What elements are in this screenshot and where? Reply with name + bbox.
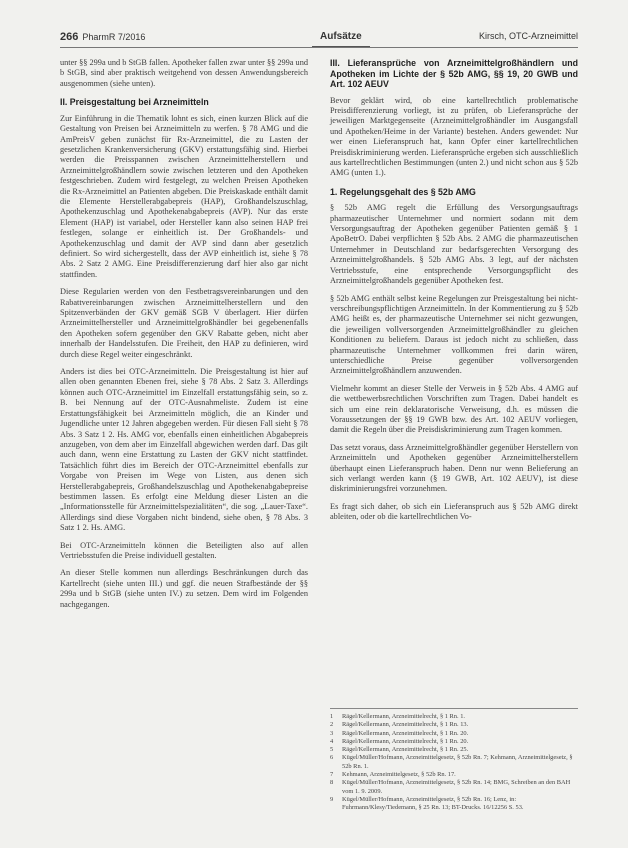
section-heading-iii: III. Lieferansprüche von Arzneimittelgroßhändlern und Apotheken im Lichte der § 52b AMG, §§ 19, 20 GWB und Art. 102 AEUV	[330, 58, 578, 89]
footnote	[330, 738, 578, 746]
footnote	[330, 796, 578, 813]
footnote	[330, 721, 578, 729]
footnote	[330, 779, 578, 796]
footnote	[330, 746, 578, 754]
footnote-number: 9	[330, 795, 334, 803]
footnote	[330, 771, 578, 779]
subsection-heading-1: 1. Regelungsgehalt des § 52b AMG	[330, 186, 476, 197]
footnote-number: 5	[330, 746, 334, 754]
right-column	[330, 58, 578, 530]
section-label: Aufsätze	[312, 29, 370, 47]
footnote-number: 6	[330, 754, 334, 762]
footnote-number: 3	[330, 729, 334, 737]
footnote-text: Kügel/Müller/Hofmann, Arzneimittelgesetz, § 52b Rn. 7; Kehmann, Arzneimittelgesetz, § 52b Rn. 1.	[342, 754, 573, 770]
footnote-number: 2	[330, 721, 334, 729]
footnote-text: Rägel/Kellermann, Arzneimittelrecht, § 1 Rn. 20.	[342, 737, 469, 745]
body-paragraph: Vielmehr kommt an dieser Stelle der Verweis in § 52b Abs. 4 AMG auf die wettbewerbsrechtlichen Vorschriften zum Tragen. Dabei handelt es sich um eine rein deklaratorische Verweisung, d.h. es müssen die Voraussetzungen der §§ 19 GWB bzw. des Art. 102 AEUV vorliegen, damit die Regeln über die Preisdiskriminierung zum Tragen kommen.	[330, 383, 578, 435]
footnote-text: Rägel/Kellermann, Arzneimittelrecht, § 1 Rn. 25.	[342, 746, 469, 754]
footnote-text: Kügel/Müller/Hofmann, Arzneimittelgesetz, § 52b Rn. 16; Lenz, in: Fuhrmann/Klesy/Tiedemann, § 25 Rn. 13; BT-Drucks. 16/12256 S. 53.	[342, 795, 524, 812]
body-paragraph: Das setzt voraus, dass Arzneimittelgroßhändler gegenüber Herstellern von Arzneimitteln und Apotheken gegenüber Arzneimittelherstellern überhaupt einen Lieferanspruch haben. Denn nur wenn Belieferung an sich verlangt werden kann (§ 19 GWB, Art. 102 AEUV), ist diese diskriminierungsfrei vorzunehmen.	[330, 442, 578, 494]
footnote-text: Kügel/Müller/Hofmann, Arzneimittelgesetz, § 52b Rn. 14; BMG, Schreiben an den BAH vom 1. 9. 2009.	[342, 779, 571, 795]
footnote	[330, 754, 578, 771]
page-number: 266	[60, 31, 79, 43]
footnote-text: Rägel/Kellermann, Arzneimittelrecht, § 1 Rn. 13.	[342, 721, 469, 729]
footnote-number: 7	[330, 771, 334, 779]
section-heading-ii: II. Preisgestaltung bei Arzneimitteln	[60, 97, 209, 108]
body-paragraph: Es fragt sich daher, ob sich ein Lieferanspruch aus § 52b AMG direkt ableiten, oder ob die kartellrechtlichen Vo-	[330, 501, 578, 522]
body-paragraph: Anders ist dies bei OTC-Arzneimitteln. Die Preisgestaltung ist hier auf allen oben genannten Ebenen frei, siehe § 78 Abs. 2 Satz 3. Allerdings können auch OTC-Arzneimittel im Einzelfall erstattungsfähig sein, so z. B. bei Nennung auf der OTC-Ausnahmeliste. Zudem ist eine Erstattungsfähigkeit bei Arzneimitteln möglich, die an Kinder und Jugendliche unter 12 Jahren abgegeben werden. Für diesen Fall sieht § 78 Abs. 3 Satz 1 2. Hs. AMG vor, ebenfalls einen einheitlichen Abgabepreis anzugeben, von dem aber im Einzelfall abgewichen werden darf. Das gilt auch dann, wenn eine Erstattung zu Lasten der GKV nicht stattfindet. Tatsächlich führt dies im Bereich der OTC-Arzneimittel ebenfalls zur Vorgabe von Preisen im Wege von Listen, aus denen sich Herstellerabgabepreis, Großhandelszuschlag und Apothekenabgabepreise bestimmen lassen. Es erfolgt eine Meldung dieser Listen an die „Informationsstelle für Arzneimittelspezialitäten“, die sog. „Lauer-Taxe“. Allerdings sind diese Vorgaben nicht bindend, siehe oben, § 78 Abs. 3 Satz 1 2. Hs. AMG.	[60, 367, 308, 533]
body-paragraph: § 52b AMG regelt die Erfüllung des Versorgungsauftrags pharmazeutischer Unternehmer und normiert sodann mit dem Versorgungsauftrag der Apotheken gegenüber Patienten gemäß § 1 ApoBetrO. Dabei verpflichten § 52b Abs. 2 AMG die pharmazeutischen Unternehmer in Deutschland zur bedarfsgerechten Versorgung des Arzneimittelgroßhandels. § 52b AMG Abs. 3 legt, auf der nächsten Vertriebsstufe, eine entsprechende Versorgungspflicht des Arzneimittelgroßhandels gegenüber Apotheken fest.	[330, 203, 578, 286]
running-title: Kirsch, OTC-Arzneimittel	[478, 31, 578, 41]
footnote	[330, 713, 578, 721]
left-intro-paragraph: unter §§ 299a und b StGB fallen. Apotheker fallen zwar unter §§ 299a und b StGB, sind aber praktisch weitgehend von dessen Anwendungsbereich ausgenommen (siehe unten).	[60, 58, 308, 88]
header-left	[60, 31, 145, 43]
body-paragraph: Bei OTC-Arzneimitteln können die Beteiligten also auf allen Vertriebsstufen die Preise individuell gestalten.	[60, 540, 308, 560]
right-intro-paragraph: Bevor geklärt wird, ob eine kartellrechtlich problematische Preisdifferenzierung vorliegt, ist zu prüfen, ob Lieferansprüche der jeweiligen Marktgegenseite (Arzneimittelgroßhändler im Ausgangsfall und Apotheken/Heime in der Variante) bestehen. Anders gewendet: Nur wer einen Lieferanspruch hat, kann Opfer einer kartellrechtlichen Preisdiskriminierung werden. Lieferansprüche ergeben sich ausschließlich aus kartellrechtlichen Bestimmungen (unten 2.) und nicht schon aus § 52b AMG (unten 1.).	[330, 95, 578, 178]
footnote	[330, 730, 578, 738]
footnote-text: Rägel/Kellermann, Arzneimittelrecht, § 1 Rn. 1.	[342, 713, 465, 720]
body-paragraph: Zur Einführung in die Thematik lohnt es sich, einen kurzen Blick auf die Gestaltung von Preisen bei Arzneimitteln zu werfen. § 78 AMG und die AmPreisV geben zunächst für Rx-Arzneimittel, die zu Lasten der gesetzlichen Krankenversicherung (GKV) erstattungsfähig sind. Hierbei werden die Preisspannen zwischen Arzneimittelherstellern und Arzneimittelgroßhändlern sowie zwischen letzteren und den Apotheken festgeschrieben. Zudem wird festgelegt, zu welchen Preisen Apotheken die Rx-Arzneimittel an Patienten abgeben. Die Preiskaskade enthält damit die Elemente Herstellerabgabepreis (HAP), Großhandelszuschlag, Apothekenzuschlag und Apothekenabgabepreis (AVP). Nur das erste Element (HAP) ist variabel, oder Hersteller kann also seinen HAP frei festlegen, solange er einheitlich ist. Der Großhandels- und Apothekenzuschlag und damit der AVP sind dann aber gesetzlich definiert. So wird sichergestellt, dass der AVP einheitlich ist, siehe § 78 Abs. 2 Satz 2 AMG. Eine Preisdifferenzierung darf hier also gar nicht stattfinden.	[60, 113, 308, 279]
header-rule	[60, 47, 578, 48]
journal-name: PharmR 7/2016	[82, 32, 146, 42]
footnote-text: Rägel/Kellermann, Arzneimittelrecht, § 1 Rn. 20.	[342, 729, 469, 737]
footnote-number: 8	[330, 779, 334, 787]
footnote-number: 1	[330, 713, 334, 720]
body-paragraph: § 52b AMG enthält selbst keine Regelungen zur Preisgestaltung bei nicht-verschreibungspflichtigen Arzneimitteln. In der Kommentierung zu § 52b AMG heißt es, der pharmazeutische Unternehmer sei nicht gezwungen, die jeweiligen vollversorgenden Arzneimittelgroßhändler zu gleichen Konditionen zu beliefern. Daraus ist jedoch nicht zu schließen, dass pharmazeutische Unternehmer vollkommen frei darin wären, unterschiedliche Preise gegenüber vollversorgenden Arzneimittelgroßhändlern anzuwenden.	[330, 293, 578, 376]
left-column	[60, 58, 308, 617]
footnote-number: 4	[330, 737, 334, 745]
footnote-text: Kehmann, Arzneimittelgesetz, § 52b Rn. 17.	[342, 771, 456, 779]
footnotes	[330, 708, 578, 813]
page-header	[60, 28, 578, 44]
body-paragraph: Diese Regularien werden von den Festbetragsvereinbarungen und den Rabattvereinbarungen zwischen Arzneimittelherstellern und den Spitzenverbänden der GKV gemäß SGB V überlagert. Hier dürfen Arzneimittelhersteller und Arzneimittelgroßhändler bei gegebenenfalls den Apotheken sofern gegenüber den GKV Rabatte geben, nicht aber innerhalb der Handelsstufen. Die Freiheit, den HAP zu definieren, wird durch diese Regel weiter eingeschränkt.	[60, 287, 308, 359]
body-paragraph: An dieser Stelle kommen nun allerdings Beschränkungen durch das Kartellrecht (siehe unten III.) und ggf. die neuen Strafbestände der §§ 299a und b StGB (siehe unten IV.) zu setzen. Dem wird im Folgenden nachgegangen.	[60, 568, 308, 609]
